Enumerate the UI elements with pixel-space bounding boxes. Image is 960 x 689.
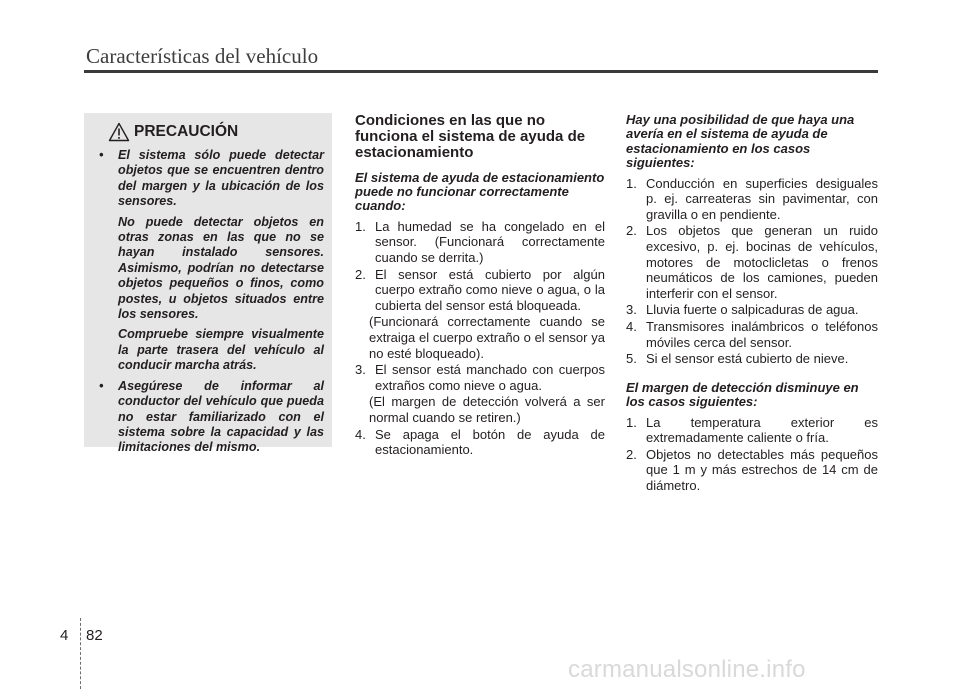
caution-list xyxy=(92,148,324,456)
page-divider xyxy=(80,618,81,689)
caution-box xyxy=(84,113,332,455)
sub-heading: Hay una posibilidad de que haya una avería en el sistema de ayuda de estacionamiento en los casos siguientes: xyxy=(626,112,855,171)
item-text: Lluvia fuerte o salpicaduras de agua. xyxy=(646,302,859,318)
item-number: 5. xyxy=(626,351,637,367)
list-item xyxy=(626,223,878,301)
item-text: Objetos no detectables más pequeños que 1 m y más estrechos de 14 cm de diámetro. xyxy=(646,446,878,493)
section-title: Condiciones en las que no funciona el sistema de ayuda de estacionamiento xyxy=(355,112,586,162)
section-number: 4 xyxy=(60,627,69,644)
spacer xyxy=(626,368,878,381)
item-text: La humedad se ha congelado en el sensor. (Funcionará correctamente cuando se derrita.) xyxy=(375,218,605,266)
list-item xyxy=(355,362,605,393)
item-text: El sensor está cubierto por algún cuerpo extraño como nieve o agua, o la cubierta del sensor está bloqueada. xyxy=(375,266,605,313)
list-item xyxy=(626,447,878,494)
caution-item xyxy=(92,148,324,210)
header-rule xyxy=(84,70,878,73)
item-number: 1. xyxy=(626,175,637,191)
item-number: 3. xyxy=(626,302,637,318)
item-number: 2. xyxy=(626,223,637,239)
caution-text: Asegúrese de informar al conductor del vehículo que pueda no estar familiarizado con el sistema sobre la capacidad y las limitaciones del mismo. xyxy=(118,378,324,455)
list-item xyxy=(626,176,878,223)
caution-paragraph: Compruebe siempre visualmente la parte trasera del vehículo al conducir marcha atrás. xyxy=(118,327,324,373)
watermark: carmanualsonline.info xyxy=(568,656,806,683)
item-number: 1. xyxy=(626,414,637,430)
item-number: 4. xyxy=(355,426,366,442)
item-text: Transmisores inalámbricos o teléfonos móviles cerca del sensor. xyxy=(646,318,878,350)
item-number: 2. xyxy=(626,446,637,462)
right-column xyxy=(626,113,878,495)
list-item xyxy=(626,319,878,350)
bullet: • xyxy=(99,148,104,162)
item-number: 3. xyxy=(355,362,366,378)
item-text: Conducción en superficies desiguales p. ej. carreateras sin pavimentar, con gravilla o en pendiente. xyxy=(646,175,878,222)
list-item xyxy=(626,351,878,367)
list-item xyxy=(355,427,605,458)
caution-header xyxy=(108,122,324,142)
list-note: (Funcionará correctamente cuando se extraiga el cuerpo extraño o el sensor ya no esté bloqueado). xyxy=(369,314,605,361)
item-number: 1. xyxy=(355,218,366,234)
caution-item xyxy=(92,379,324,456)
caution-text: El sistema sólo puede detectar objetos que se encuentren dentro del margen y la ubicación de los sensores. xyxy=(118,148,324,209)
item-text: Si el sensor está cubierto de nieve. xyxy=(646,351,849,367)
middle-column xyxy=(355,113,605,459)
page-header-title: Características del vehículo xyxy=(86,44,319,68)
list-item xyxy=(626,415,878,446)
item-text: La temperatura exterior es extremadamente caliente o fría. xyxy=(646,414,878,446)
warning-icon xyxy=(108,122,130,142)
caution-paragraph: No puede detectar objetos en otras zonas en las que no se hayan instalado sensores. Asimismo, podrían no detectarse objetos pequeños o finos, como postes, u objetos situados entre los sensores. xyxy=(118,214,324,322)
sub-heading: El sistema de ayuda de estacionamiento puede no funcionar correctamente cuando: xyxy=(355,169,605,214)
sub-heading: El margen de detección disminuye en los casos siguientes: xyxy=(626,379,859,410)
item-text: Los objetos que generan un ruido excesivo, p. ej. bocinas de vehículos, motores de motoclicletas o frenos neumáticos de los camiones, pueden interferir con el sensor. xyxy=(646,223,878,301)
list-note: (El margen de detección volverá a ser normal cuando se retiren.) xyxy=(369,394,605,425)
list-item xyxy=(626,302,878,318)
list-item xyxy=(355,219,605,266)
caution-title: PRECAUCIÓN xyxy=(134,123,239,140)
item-text: Se apaga el botón de ayuda de estacionamiento. xyxy=(375,426,605,458)
page-number: 82 xyxy=(86,627,103,644)
list-item xyxy=(355,267,605,314)
bullet: • xyxy=(99,378,104,393)
item-text: El sensor está manchado con cuerpos extraños como nieve o agua. xyxy=(375,362,605,393)
item-number: 4. xyxy=(626,318,637,334)
item-number: 2. xyxy=(355,266,366,282)
